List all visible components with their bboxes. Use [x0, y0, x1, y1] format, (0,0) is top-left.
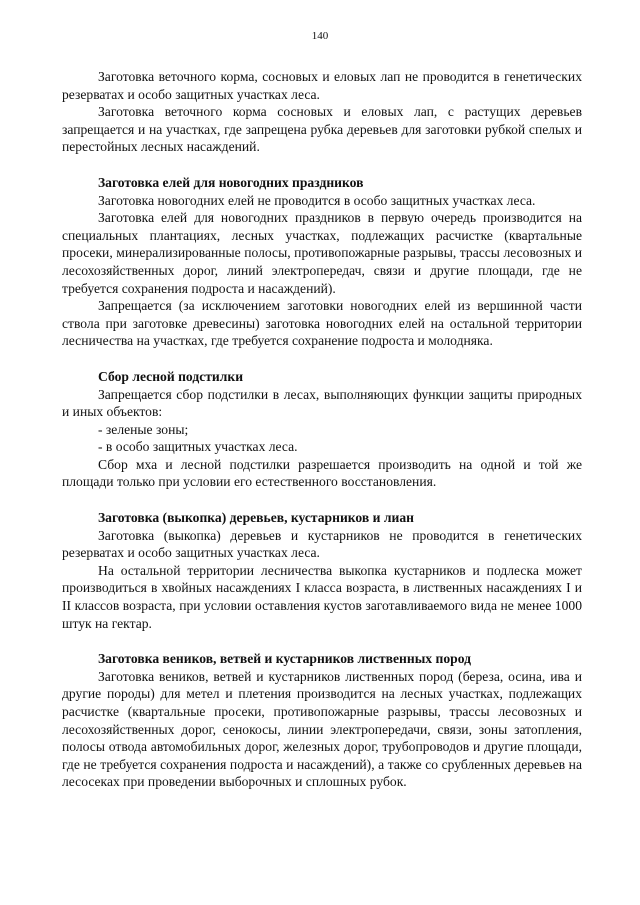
paragraph: Заготовка новогодних елей не проводится в особо защитных участках леса. — [98, 192, 536, 208]
paragraph: На остальной территории лесничества выкопка кустарников и подлеска может производиться в хвойных насаждениях I класса возраста, в лиственных насаждениях I и II классов возраста, при условии оставления кустов заготавливаемого вида не менее 1000 штук на гектар. — [62, 562, 582, 631]
paragraph: Заготовка веников, ветвей и кустарников лиственных пород (береза, осина, ива и другие породы) для метел и плетения производится на лесных участках, подлежащих расчистке (квартальные просеки, противопожарные разрывы, трассы лесовозных и лесохозяйственных дорог, сенокосы, линии электропередачи, связи, зоны затопления, полосы отвода автомобильных дорог, железных дорог, трубопроводов и другие площади, где не требуется сохранения подроста и насаждений), а также со срубленных деревьев на лесосеках при проведении выборочных и сплошных рубок. — [62, 668, 582, 790]
section-heading-litter-collection: Сбор лесной подстилки — [98, 368, 244, 384]
section-heading-digging-trees: Заготовка (выкопка) деревьев, кустарников и лиан — [98, 510, 414, 526]
page-number: 140 — [311, 30, 329, 42]
paragraph: Запрещается сбор подстилки в лесах, выполняющих функции защиты природных и иных объектов: — [62, 386, 582, 420]
paragraph: Заготовка веточного корма, сосновых и еловых лап не проводится в генетических резерватах и особо защитных участках леса. — [62, 69, 582, 102]
page-body — [62, 68, 582, 791]
paragraph: Заготовка (выкопка) деревьев и кустарников не проводится в генетических резерватах и особо защитных участках леса. — [62, 527, 582, 561]
paragraph: Запрещается (за исключением заготовки новогодних елей из вершинной части ствола при заготовке древесины) заготовка новогодних елей на остальной территории лесничества на участках, где требуется сохранение подроста и молодняка. — [62, 298, 582, 349]
list-item: - в особо защитных участках леса. — [98, 439, 298, 455]
paragraph: Сбор мха и лесной подстилки разрешается производить на одной и той же площади только при условии его естественного восстановления. — [62, 456, 582, 490]
paragraph: Заготовка веточного корма сосновых и еловых лап, с растущих деревьев запрещается и на участках, где запрещена рубка деревьев для заготовки рубкой спелых и перестойных лесных насаждений. — [62, 104, 582, 155]
section-heading-brooms-branches: Заготовка веников, ветвей и кустарников лиственных пород — [98, 651, 471, 667]
paragraph: Заготовка елей для новогодних праздников в первую очередь производится на специальных плантациях, лесных участках, подлежащих расчистке (квартальные просеки, минерализированные полосы, противопожарные разрывы, трассы лесовозных и лесохозяйственных дорог, линий электропередач, связи и другие площади, где не требуется сохранения подроста и насаждений). — [62, 210, 582, 296]
list-item: - зеленые зоны; — [98, 421, 189, 437]
section-heading-new-year-trees: Заготовка елей для новогодних праздников — [98, 174, 364, 190]
